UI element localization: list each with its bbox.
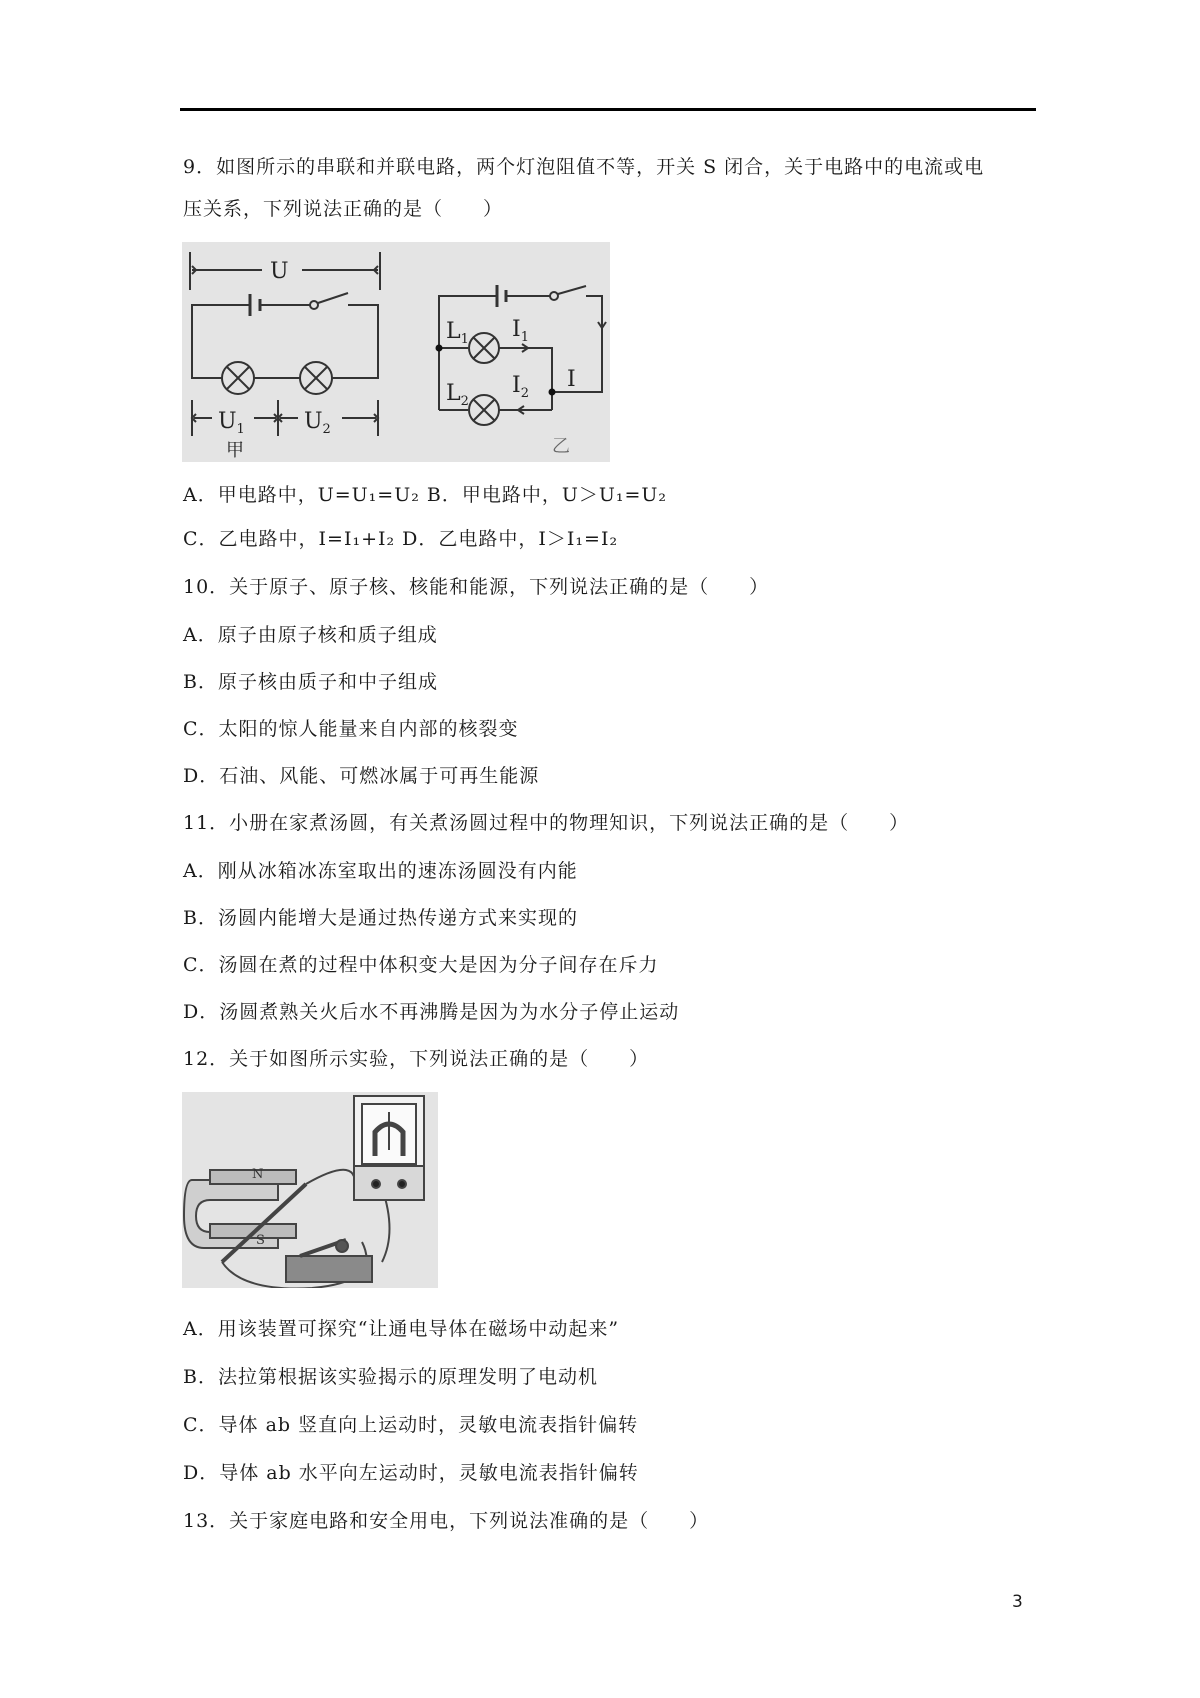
q11-option-c: C．汤圆在煮的过程中体积变大是因为分子间存在斥力 [183,954,659,976]
q11-option-a: A．刚从冰箱冰冻室取出的速冻汤圆没有内能 [183,860,578,882]
q10-stem: 10．关于原子、原子核、核能和能源，下列说法正确的是（ ） [183,576,770,598]
fig-label-L1: L [446,319,461,344]
svg-text:U1 [218,409,245,437]
q10-option-c: C．太阳的惊人能量来自内部的核裂变 [183,718,519,740]
fig-label-U1: U [218,409,237,434]
q9-stem-line2: 压关系，下列说法正确的是（ ） [183,198,504,220]
q9-circuit-figure [182,242,610,462]
fig-caption-right: 乙 [552,436,570,457]
q9-stem-line1: 9．如图所示的串联和并联电路，两个灯泡阻值不等，开关 S 闭合，关于电路中的电流或电 [183,156,985,178]
fig-label-U1-sub: 1 [236,422,245,437]
svg-text:L2 [446,381,469,409]
page-number: 3 [1012,1592,1023,1612]
fig-label-U2: U [304,409,323,434]
q10-option-a: A．原子由原子核和质子组成 [183,624,438,646]
fig-label-S: S [256,1233,265,1248]
fig-label-I2: I [512,373,521,398]
q12-option-b: B．法拉第根据该实验揭示的原理发明了电动机 [183,1366,598,1388]
q11-option-b: B．汤圆内能增大是通过热传递方式来实现的 [183,907,578,929]
q12-option-c: C．导体 ab 竖直向上运动时，灵敏电流表指针偏转 [183,1414,639,1436]
svg-text:U2 [304,409,331,437]
fig-label-I1-sub: 1 [520,330,529,345]
q9-options-cd: C．乙电路中，I=I₁+I₂ D．乙电路中，I＞I₁=I₂ [183,528,619,550]
q11-stem: 11．小册在家煮汤圆，有关煮汤圆过程中的物理知识，下列说法正确的是（ ） [183,812,910,834]
q11-option-d: D．汤圆煮熟关火后水不再沸腾是因为为水分子停止运动 [183,1001,680,1023]
q12-option-a: A．用该装置可探究“让通电导体在磁场中动起来” [183,1318,620,1340]
fig-caption-left: 甲 [226,440,244,461]
q10-option-d: D．石油、风能、可燃冰属于可再生能源 [183,765,540,787]
fig-label-I1: I [512,317,521,342]
header-rule [180,108,1036,111]
svg-text:L1 [446,319,469,347]
q9-options-ab: A．甲电路中，U=U₁=U₂ B．甲电路中，U＞U₁=U₂ [183,484,668,506]
fig-label-U: U [270,259,289,284]
q12-experiment-figure [182,1092,438,1288]
q12-stem: 12．关于如图所示实验，下列说法正确的是（ ） [183,1048,650,1070]
fig-label-N: N [252,1167,264,1182]
svg-text:I1 [512,317,529,345]
fig-label-I2-sub: 2 [520,386,529,401]
fig-label-U2-sub: 2 [322,422,331,437]
fig-label-I: I [567,367,576,392]
svg-text:I2 [512,373,529,401]
q13-stem: 13．关于家庭电路和安全用电，下列说法准确的是（ ） [183,1510,710,1532]
fig-label-L2: L [446,381,461,406]
q10-option-b: B．原子核由质子和中子组成 [183,671,438,693]
q12-option-d: D．导体 ab 水平向左运动时，灵敏电流表指针偏转 [183,1462,639,1484]
fig-label-L2-sub: 2 [460,394,469,409]
fig-label-L1-sub: 1 [460,332,469,347]
